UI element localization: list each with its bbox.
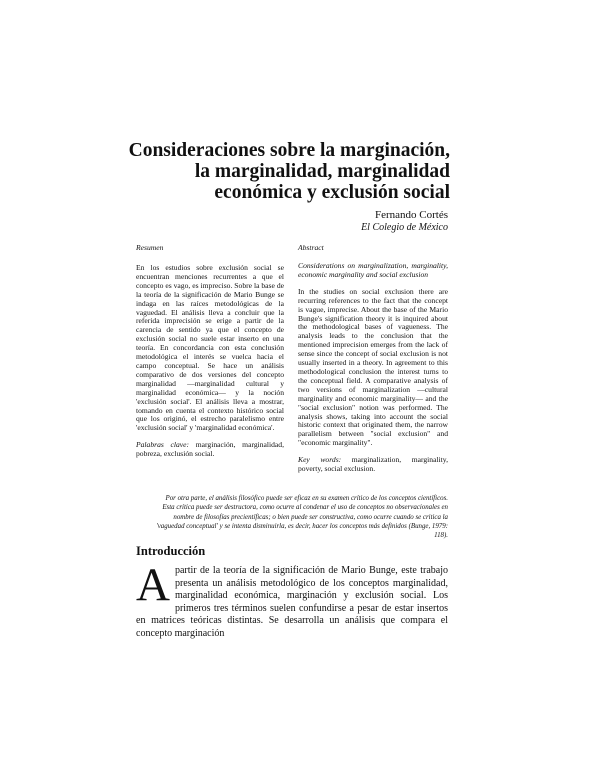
abstract-body: In the studies on social exclusion there are recurring references to the fact that the concept is vague, imprecise. About the base of the Mario Bunge's signification theory it is inquired about the methodological bases of vagueness. The analysis leads to the conclusion that the mentioned imprecision emerges from the lack of sense since the concept of social exclusion is not usually inserted in a theory. In agreement to this methodological conclusion the interest turns to the conceptual field. A comparative analysis of two versions of marginalization —cultural marginality and economic marginality— and the "social exclusion" notion was performed. The analysis shows, taking into account the social historic context that originated them, the narrow parallelism between "social exclusion" and "economic marginality". [298, 286, 448, 448]
resumen-keywords-label: Palabras clave: [136, 440, 190, 450]
epigraph-citation: (Bunge, 1979: 118). [408, 522, 448, 540]
epigraph-quote [155, 494, 448, 540]
resumen-body: En los estudios sobre exclusión social se encuentran menciones recurrentes a que el concepto es vago, es impreciso. Sobre la base de la teoría de la significación de Mario Bunge se indaga en las raíces metodológicas de la vaguedad. El análisis lleva a concluir que la referida imprecisión se erige a partir de la carencia de sentido ya que el concepto de exclusión social no suele estar inserto en una teoría. En concordancia con esta conclusión metodológica el interés se vuelca hacia el campo conceptual. Se hace un análisis comparativo de dos versiones del concepto marginalidad —marginalidad cultural y marginalidad económica— y la noción 'exclusión social'. El análisis lleva a mostrar, tomando en cuenta el contexto histórico social que los originó, el estrecho paralelismo entre 'exclusión social' y 'marginalidad económica'. [136, 263, 284, 433]
abstract-keywords-label: Key words: [298, 455, 342, 465]
abstract-keywords [298, 456, 448, 474]
title-line-2: la marginalidad, marginalidad [194, 161, 450, 182]
resumen-section [136, 264, 284, 467]
resumen-keywords-text: marginación, marginalidad, pobreza, exclusión social. [136, 440, 284, 459]
introduction-body [136, 559, 448, 641]
abstract-section [298, 262, 448, 482]
article-title [120, 140, 450, 203]
title-line-3: económica y exclusión social [214, 182, 450, 203]
epigraph-text: Por otra parte, el análisis filosófico puede ser eficaz en su examen crítico de los conceptos científicos. Esta crítica puede ser destructora, como ocurre al condenar el uso de conceptos no observacionales en nombre de filosofías precientíficas; o bien puede ser constructiva, como ocurre cuando se critica la 'vaguedad conceptual' y se intenta disminuirla, es decir, hacer los conceptos más definidos [156, 495, 448, 530]
resumen-heading: Resumen [136, 243, 164, 252]
resumen-keywords [136, 441, 284, 459]
abstract-subtitle: Considerations on marginalization, marginality, economic marginality and social exclusion [298, 261, 448, 279]
abstract-heading: Abstract [298, 243, 324, 252]
author-affiliation: El Colegio de México [361, 222, 448, 233]
drop-cap: A [136, 559, 170, 611]
author-name: Fernando Cortés [374, 209, 448, 221]
introduction-text: partir de la teoría de la significación de Mario Bunge, este trabajo presenta un análisis metodológico de los conceptos marginalidad, marginalidad económica, marginación y exclusión social. Los primeros tres términos suelen confundirse a pesar de estar insertos en matrices teóricas distintas. Se desarrolla un análisis que compara el concepto marginación [136, 565, 448, 639]
abstract-keywords-text: marginalization, marginality, poverty, social exclusion. [298, 455, 448, 474]
introduction-heading: Introducción [136, 544, 206, 558]
title-line-1: Consideraciones sobre la marginación, [128, 140, 450, 161]
